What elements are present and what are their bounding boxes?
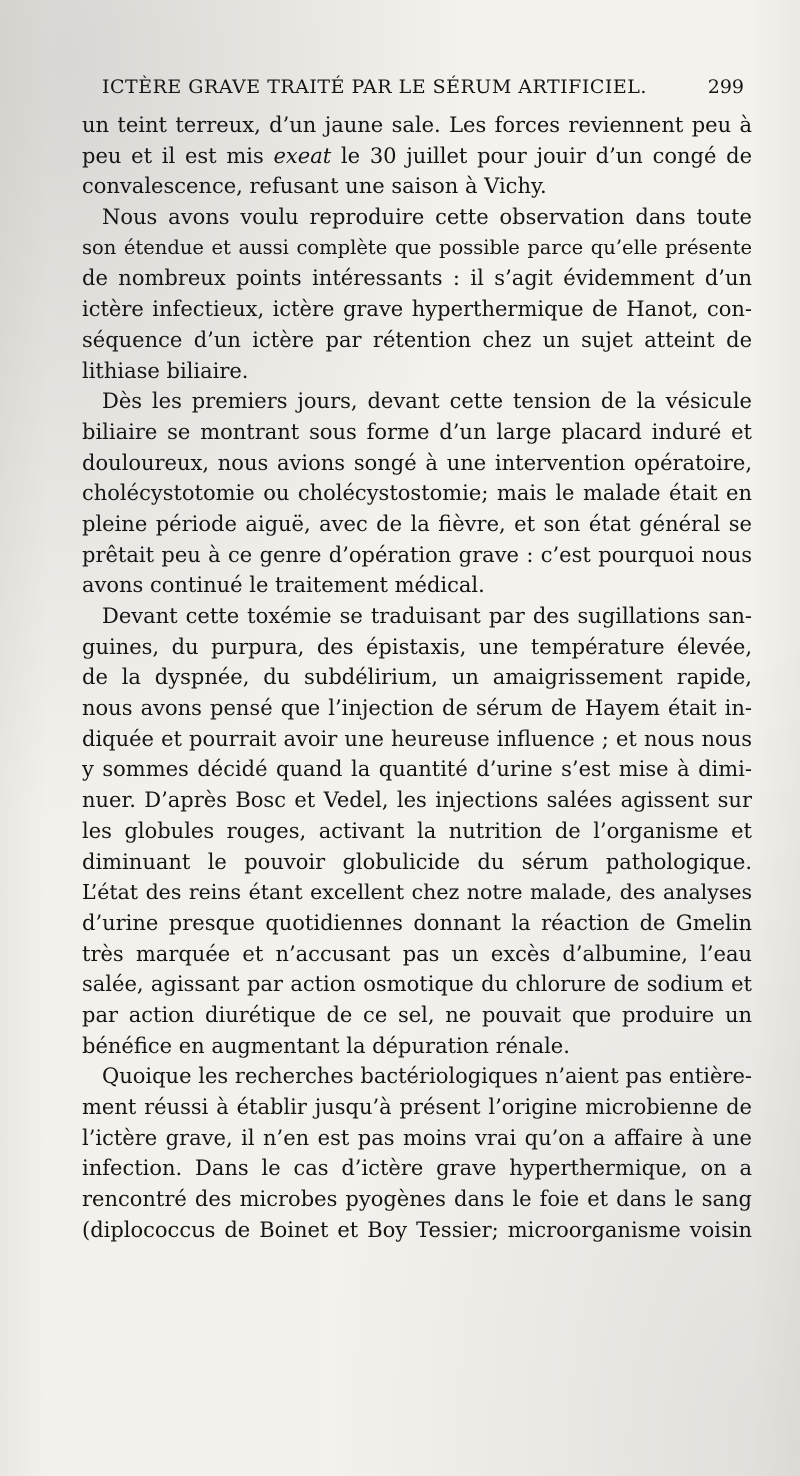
page-header [92, 72, 744, 106]
text-line: Dès les premiers jours, devant cette tension de la vésicule [102, 389, 752, 414]
text-line [82, 141, 752, 172]
text-line: par action diurétique de ce sel, ne pouvait que produire un [82, 1002, 752, 1027]
text-line: pleine période aiguë, avec de la fièvre, et son état général se [82, 511, 752, 536]
text-line: nous avons pensé que l’injection de sérum de Hayem était in- [82, 696, 752, 721]
text-line: Nous avons voulu reproduire cette observation dans toute [102, 205, 752, 230]
text-line: y sommes décidé quand la quantité d’urine s’est mise à dimi- [82, 757, 752, 782]
text-line: séquence d’un ictère par rétention chez un sujet atteint de [82, 327, 752, 352]
text-line: diquée et pourrait avoir une heureuse influence ; et nous nous [82, 726, 752, 751]
text-line: son étendue et aussi complète que possible parce qu’elle présente [82, 235, 752, 259]
italic-term: exeat [273, 143, 332, 168]
text-line: cholécystotomie ou cholécystostomie; mais le malade était en [82, 481, 752, 506]
text-line: L’état des reins étant excellent chez notre malade, des analyses [82, 880, 752, 905]
text-line: très marquée et n’accusant pas un excès d’albumine, l’eau [82, 941, 752, 966]
text-line: douloureux, nous avions songé à une intervention opératoire, [82, 450, 752, 475]
text-line: bénéfice en augmentant la dépuration rénale. [82, 1033, 570, 1058]
text-line: avons continué le traitement médical. [82, 573, 485, 598]
text-line: l’ictère grave, il n’en est pas moins vrai qu’on a affaire à une [82, 1125, 752, 1150]
text-line: un teint terreux, d’un jaune sale. Les forces reviennent peu à [82, 113, 752, 137]
text-line: guines, du purpura, des épistaxis, une température élevée, [82, 634, 752, 659]
text-line: infection. Dans le cas d’ictère grave hyperthermique, on a [82, 1156, 752, 1181]
text-line: de nombreux points intéressants : il s’agit évidemment d’un [82, 266, 752, 291]
text-line: Devant cette toxémie se traduisant par des sugillations san- [102, 604, 752, 628]
page-number: 299 [707, 76, 744, 98]
text-segment: peu et il est mis [82, 143, 274, 168]
text-segment: le 30 juillet pour jouir d’un congé de [331, 143, 752, 168]
text-line: d’urine presque quotidiennes donnant la réaction de Gmelin [82, 910, 752, 935]
text-line: de la dyspnée, du subdélirium, un amaigrissement rapide, [82, 665, 752, 690]
running-title: ICTÈRE GRAVE TRAITÉ PAR LE SÉRUM ARTIFICIEL. [102, 76, 647, 98]
text-line: convalescence, refusant une saison à Vichy. [82, 174, 547, 199]
text-line: prêtait peu à ce genre d’opération grave : c’est pourquoi nous [82, 542, 752, 567]
body-text [82, 110, 752, 1245]
text-line: les globules rouges, activant la nutrition de l’organisme et [82, 818, 752, 843]
text-line: (diplococcus de Boinet et Boy Tessier; microorganisme voisin [82, 1217, 752, 1242]
text-line: nuer. D’après Bosc et Vedel, les injections salées agissent sur [82, 788, 752, 813]
text-line: ictère infectieux, ictère grave hyperthermique de Hanot, con- [82, 297, 752, 322]
text-line: diminuant le pouvoir globulicide du sérum pathologique. [82, 849, 752, 874]
text-line: Quoique les recherches bactériologiques n’aient pas entière- [102, 1064, 752, 1089]
text-line: rencontré des microbes pyogènes dans le foie et dans le sang [82, 1187, 752, 1212]
text-line: salée, agissant par action osmotique du chlorure de sodium et [82, 972, 752, 997]
text-line: biliaire se montrant sous forme d’un large placard induré et [82, 419, 752, 444]
text-line: ment réussi à établir jusqu’à présent l’origine microbienne de [82, 1095, 752, 1119]
text-line: lithiase biliaire. [82, 358, 249, 383]
